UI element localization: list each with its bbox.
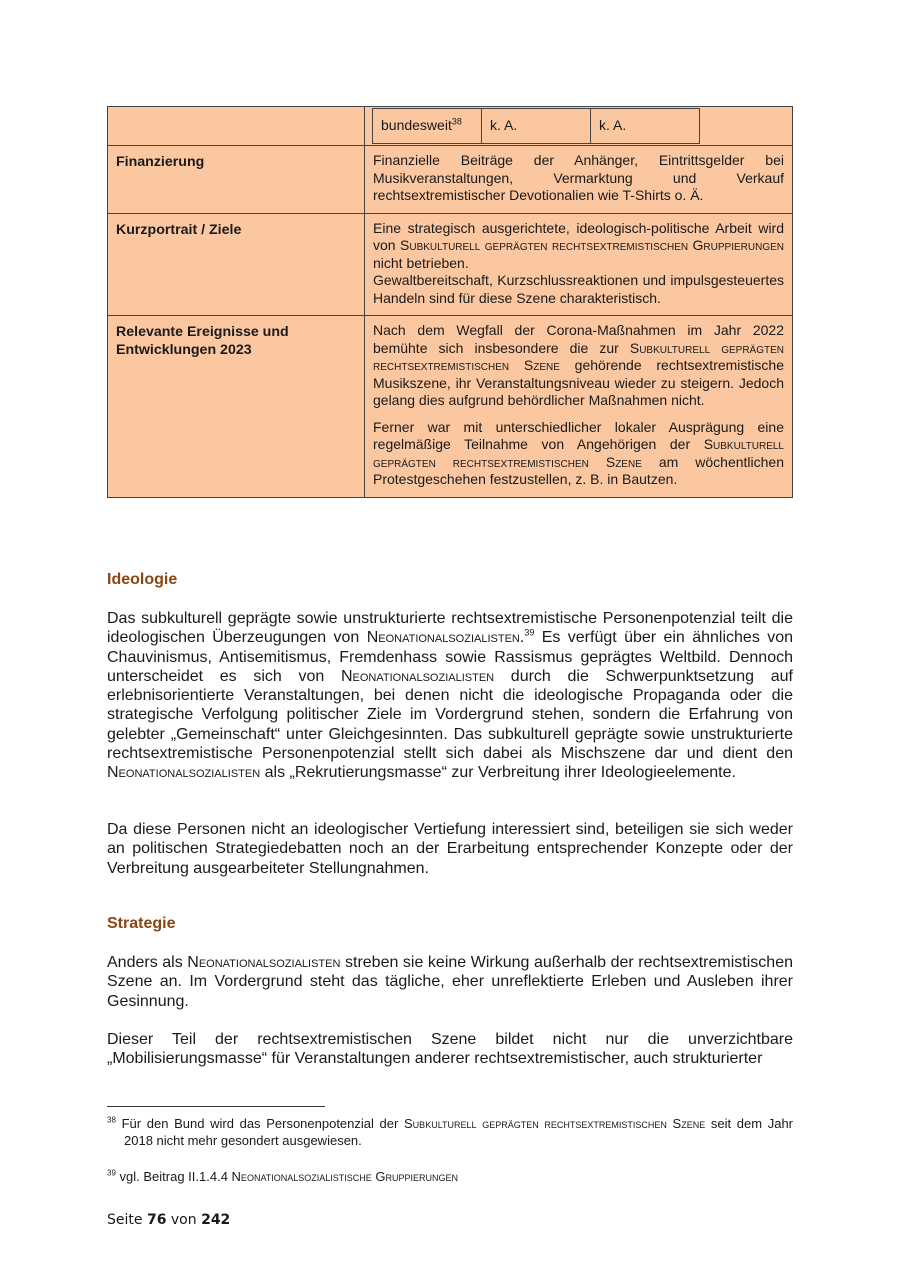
scope-cell: bundesweit$^{38}$ — [373, 109, 482, 144]
ideologie-paragraph-1: Das subkulturell geprägte sowie unstrukturierte rechtsextremistische Personenpotenzial teilt die ideologischen Überzeugungen von Neonationalsozialisten.$^{39}$ Es verfügt über ein ähnliches von Chauvinismus, Antisemitismus, Fremdenhass sowie Rassismus geprägtes Weltbild. Dennoch unterscheidet es sich von Neonationalsozialisten durch die Schwerpunktsetzung auf erlebnisorientierte Veranstaltungen, bei denen nicht die ideologische Propaganda oder die strategische Verfolgung politischer Ziele im Vordergrund stehen, sondern die Erfahrung von gelebter „Gemeinschaft“ unter Gleichgesinnten. Das subkulturell geprägte sowie unstrukturierte rechtsextremistische Personenpotenzial stellt sich dabei als Mischszene dar und dient den Neonationalsozialisten als „Rekrutierungsmasse“ zur Verbreitung ihrer Ideologieelemente. — [107, 610, 794, 782]
strategie-paragraph-2: Dieser Teil der rechtsextremistischen Szene bildet nicht nur die unverzichtbare „Mobilisierungsmasse“ für Veranstaltungen anderer rechtsextremistischer, auch strukturierter — [107, 1031, 793, 1068]
row-value-portrait: Eine strategisch ausgerichtete, ideologisch-politische Arbeit wird von Subkulturell geprägten rechtsextremistischen Gruppierungen nicht betrieben. Gewaltbereitschaft, Kurzschlussreaktionen und impulsgesteuertes Handeln sind für diese Szene charakteristisch. — [365, 213, 793, 316]
section-heading-strategie: Strategie — [107, 915, 176, 932]
section-heading-ideologie: Ideologie — [107, 571, 178, 588]
page-number: Seite 76 von 242 — [107, 1212, 231, 1228]
row-value-financing: Finanzielle Beiträge der Anhänger, Eintrittsgelder bei Musikveranstaltungen, Vermarktung und Verkauf rechtsextremistischer Devotionalien wie T-Shirts o. Ä. — [365, 146, 793, 214]
row-label-events: Relevante Ereignisse und Entwicklungen 2023 — [108, 316, 365, 498]
table-row — [108, 146, 793, 214]
potential-cell — [365, 107, 793, 146]
row-label-financing: Finanzierung — [108, 146, 365, 214]
footnote-39: $^{39}$ vgl. Beitrag II.1.4.4 Neonationalsozialistische Gruppierungen — [107, 1168, 459, 1184]
row-value-events: Nach dem Wegfall der Corona-Maßnahmen im Jahr 2022 bemühte sich insbesondere die zur Subkulturell geprägten rechtsextremistischen Szene gehörende rechtsextremistische Musikszene, ihr Veranstaltungsniveau wieder zu steigern. Jedoch gelang dies aufgrund behördlicher Maßnahmen nicht. Ferner war mit unterschiedlicher lokaler Ausprägung eine regelmäßige Teilnahme von Angehörigen der Subkulturell geprägten rechtsextremistischen Szene am wöchentlichen Protestgeschehen festzustellen, z. B. in Bautzen. — [365, 316, 793, 498]
value-cell: k. A. — [591, 109, 700, 144]
footnote-ref: 38 — [451, 116, 462, 127]
table-row — [108, 316, 793, 498]
footnote-divider — [107, 1106, 325, 1107]
footnote-38: $^{38}$ Für den Bund wird das Personenpotenzial der Subkulturell geprägten rechtsextremistischen Szene seit dem Jahr 2018 nicht mehr gesondert ausgewiesen. — [107, 1115, 793, 1148]
info-table — [107, 106, 793, 498]
empty-label-cell — [108, 107, 365, 146]
ideologie-paragraph-2: Da diese Personen nicht an ideologischer Vertiefung interessiert sind, beteiligen sie sich weder an politischen Strategiedebatten noch an der Erarbeitung entsprechender Konzepte oder der Verbreitung ausgearbeiteter Stellungnahmen. — [107, 821, 793, 877]
footnote-ref: 39 — [524, 627, 535, 638]
table-row — [108, 107, 793, 146]
strategie-paragraph-1: Anders als Neonationalsozialisten streben sie keine Wirkung außerhalb der rechtsextremistischen Szene an. Im Vordergrund steht das tägliche, eher unreflektierte Erleben und Ausleben ihrer Gesinnung. — [107, 954, 793, 1010]
potential-subtable — [372, 108, 700, 144]
row-label-portrait: Kurzportrait / Ziele — [108, 213, 365, 316]
table-row — [108, 213, 793, 316]
value-cell: k. A. — [482, 109, 591, 144]
